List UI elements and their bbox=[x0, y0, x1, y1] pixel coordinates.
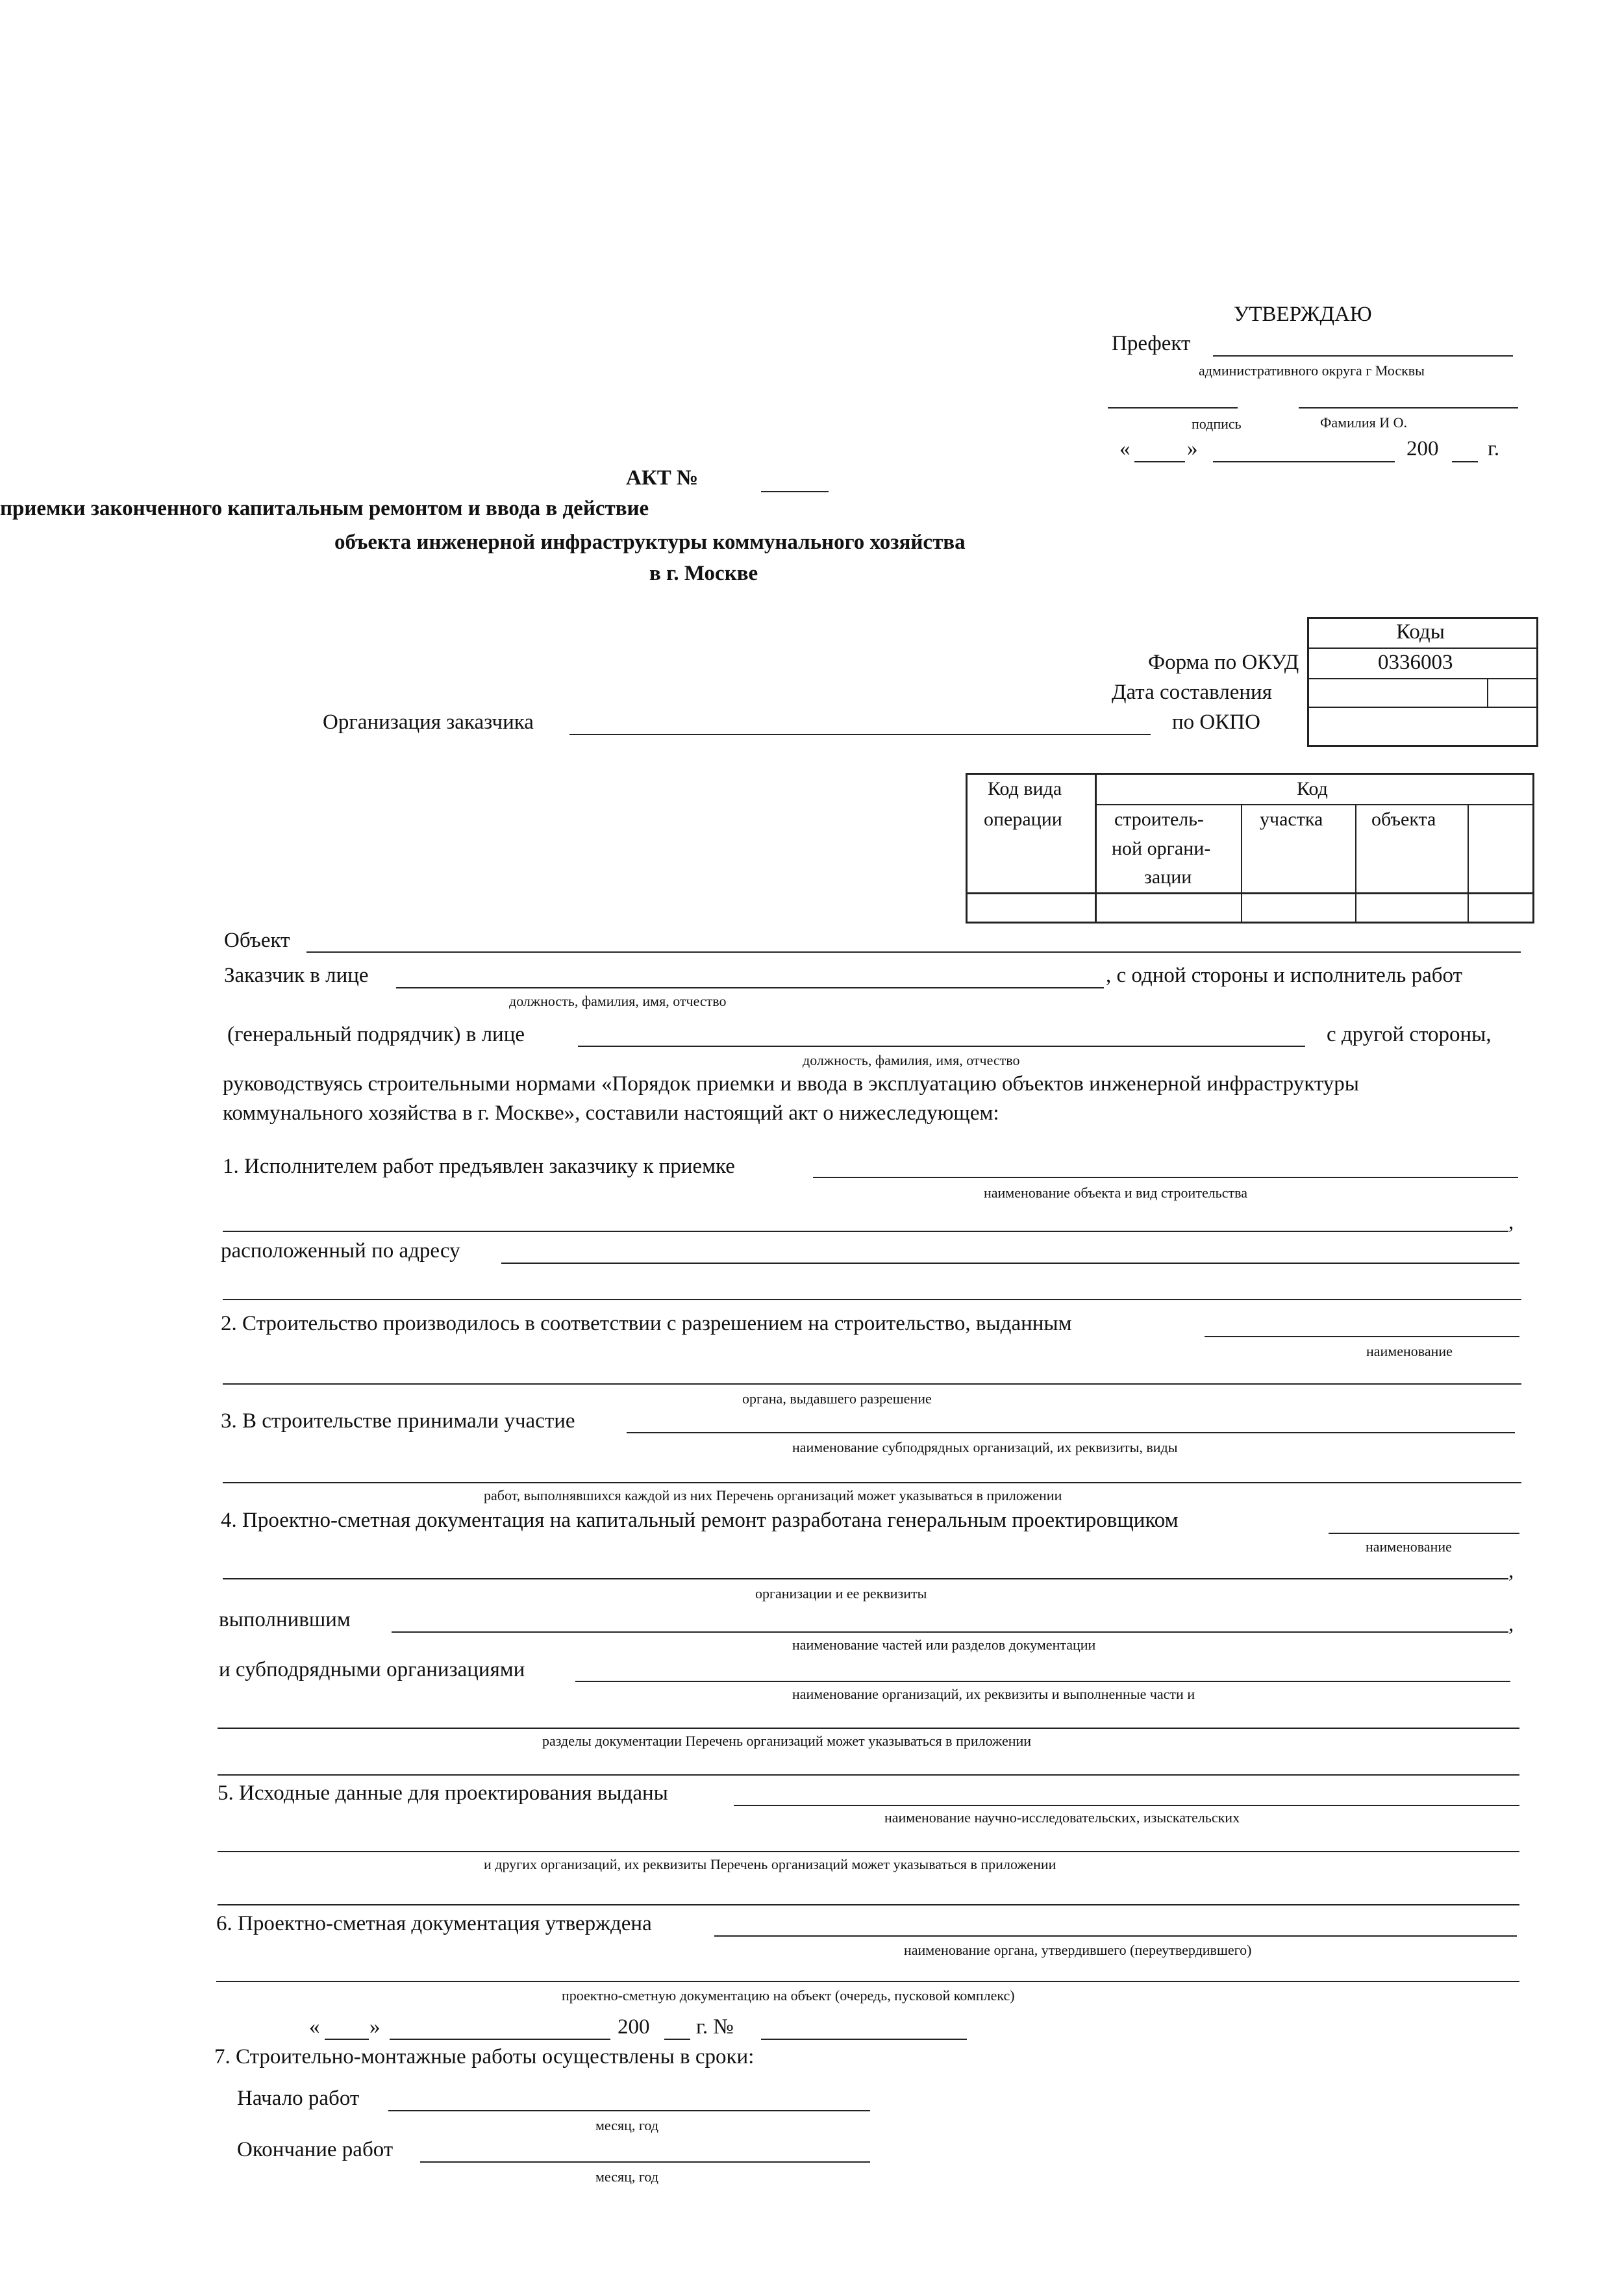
op-table-vline-4 bbox=[1468, 804, 1469, 924]
approval-year-suffix: г. bbox=[1488, 437, 1500, 460]
item1-label: 1. Исполнителем работ предъявлен заказчику к приемке bbox=[223, 1155, 735, 1178]
item4-done-label: выполнившим bbox=[219, 1608, 351, 1631]
approval-day-line[interactable] bbox=[1134, 461, 1185, 462]
item6-month-line[interactable] bbox=[390, 2039, 610, 2040]
item5-line-2[interactable] bbox=[218, 1851, 1519, 1852]
title-line4: в г. Москве bbox=[649, 562, 758, 585]
item3-caption2: работ, выполнявшихся каждой из них Перечень организаций может указываться в приложении bbox=[484, 1487, 1062, 1503]
item7-end-line[interactable] bbox=[420, 2161, 870, 2163]
op-col1-l2: операции bbox=[984, 809, 1062, 830]
op-table-hline-data bbox=[966, 892, 1534, 894]
customer-line[interactable] bbox=[396, 987, 1104, 988]
op-sub1-l1: строитель- bbox=[1114, 809, 1204, 830]
item1-address-line-2[interactable] bbox=[223, 1299, 1521, 1300]
item4-sub-label: и субподрядными организациями bbox=[219, 1658, 525, 1681]
item5-caption2: и других организаций, их реквизиты Перечень организаций может указываться в приложении bbox=[484, 1856, 1056, 1872]
date-label: Дата составления bbox=[1112, 681, 1272, 704]
item7-start-caption: месяц, год bbox=[595, 2117, 658, 2133]
item7-label: 7. Строительно-монтажные работы осуществлены в сроки: bbox=[214, 2045, 755, 2068]
item4-comma-2: , bbox=[1508, 1613, 1514, 1636]
op-table-vline-1 bbox=[1095, 773, 1097, 924]
item4-label: 4. Проектно-сметная документация на капитальный ремонт разработана генеральным проектировщиком bbox=[221, 1509, 1179, 1532]
contractor-caption: должность, фамилия, имя, отчество bbox=[803, 1052, 1020, 1068]
approval-title: УТВЕРЖДАЮ bbox=[1234, 303, 1372, 326]
item3-line[interactable] bbox=[627, 1432, 1515, 1433]
op-col1-l1: Код вида bbox=[988, 778, 1062, 799]
item2-caption2: органа, выдавшего разрешение bbox=[742, 1390, 932, 1407]
op-table-vline-2 bbox=[1241, 804, 1242, 924]
signature-caption: подпись bbox=[1192, 416, 1242, 432]
item4-line-2[interactable] bbox=[223, 1578, 1508, 1579]
item4-sub-line[interactable] bbox=[575, 1681, 1510, 1682]
okpo-label: по ОКПО bbox=[1172, 710, 1260, 734]
customer-org-line[interactable] bbox=[569, 734, 1151, 735]
item4-caption4: наименование организаций, их реквизиты и выполненные части и bbox=[792, 1686, 1195, 1702]
approval-date-close: » bbox=[1187, 437, 1198, 460]
item5-line-3[interactable] bbox=[218, 1904, 1519, 1905]
item3-line-2[interactable] bbox=[223, 1482, 1521, 1483]
title-line2: приемки законченного капитальным ремонтом и ввода в действие bbox=[0, 497, 649, 520]
item1-line[interactable] bbox=[813, 1177, 1518, 1178]
item5-label: 5. Исходные данные для проектирования выданы bbox=[218, 1781, 668, 1805]
item4-sub-line-3[interactable] bbox=[218, 1774, 1519, 1776]
codes-divider-3 bbox=[1307, 707, 1538, 708]
item3-label: 3. В строительстве принимали участие bbox=[221, 1409, 575, 1433]
customer-caption: должность, фамилия, имя, отчество bbox=[509, 993, 727, 1009]
item2-line-2[interactable] bbox=[223, 1383, 1521, 1385]
op-col-group: Код bbox=[1297, 778, 1328, 799]
item4-sub-line-2[interactable] bbox=[218, 1728, 1519, 1729]
item7-start-label: Начало работ bbox=[237, 2087, 360, 2110]
act-number-label: АКТ № bbox=[626, 466, 699, 490]
item1-address-line[interactable] bbox=[501, 1263, 1519, 1264]
item2-line[interactable] bbox=[1205, 1336, 1519, 1337]
item4-caption5: разделы документации Перечень организаций может указываться в приложении bbox=[542, 1733, 1032, 1749]
approval-month-line[interactable] bbox=[1213, 461, 1395, 462]
item6-caption1: наименование органа, утвердившего (переутвердившего) bbox=[904, 1942, 1252, 1958]
object-label: Объект bbox=[224, 929, 290, 952]
op-sub1-l2: ной органи- bbox=[1112, 838, 1211, 859]
customer-org-label: Организация заказчика bbox=[323, 710, 534, 734]
item6-number-label: г. № bbox=[696, 2015, 734, 2039]
item6-year-line[interactable] bbox=[664, 2039, 690, 2040]
item1-caption: наименование объекта и вид строительства bbox=[984, 1185, 1247, 1201]
codes-date-divider bbox=[1487, 678, 1488, 707]
item7-end-label: Окончание работ bbox=[237, 2138, 394, 2161]
name-line[interactable] bbox=[1299, 407, 1518, 409]
item1-comma: , bbox=[1508, 1211, 1514, 1234]
item3-caption1: наименование субподрядных организаций, их реквизиты, виды bbox=[792, 1439, 1178, 1455]
title-line3: объекта инженерной инфраструктуры коммунального хозяйства bbox=[334, 531, 966, 554]
item5-caption1: наименование научно-исследовательских, изыскательских bbox=[884, 1809, 1240, 1826]
codes-header: Коды bbox=[1396, 620, 1445, 644]
signature-line[interactable] bbox=[1108, 407, 1238, 409]
contractor-tail: с другой стороны, bbox=[1327, 1023, 1492, 1046]
item2-label: 2. Строительство производилось в соответствии с разрешением на строительство, выданным bbox=[221, 1312, 1072, 1335]
item6-line[interactable] bbox=[714, 1935, 1517, 1937]
customer-label: Заказчик в лице bbox=[224, 964, 369, 987]
op-sub1-l3: зации bbox=[1144, 866, 1192, 888]
item1-address-label: расположенный по адресу bbox=[221, 1239, 460, 1263]
op-sub2: участка bbox=[1260, 809, 1323, 830]
item4-caption3: наименование частей или разделов документации bbox=[792, 1637, 1096, 1653]
contractor-label: (генеральный подрядчик) в лице bbox=[227, 1023, 525, 1046]
item6-date-close: » bbox=[369, 2015, 381, 2039]
okud-value: 0336003 bbox=[1378, 651, 1453, 674]
item6-day-line[interactable] bbox=[325, 2039, 369, 2040]
item6-line-2[interactable] bbox=[216, 1981, 1519, 1982]
op-sub3: объекта bbox=[1371, 809, 1436, 830]
codes-divider-2 bbox=[1307, 678, 1538, 679]
prefect-line[interactable] bbox=[1213, 355, 1513, 357]
guiding-text-2: коммунального хозяйства в г. Москве», составили настоящий акт о нижеследующем: bbox=[223, 1101, 999, 1125]
contractor-line[interactable] bbox=[578, 1046, 1305, 1047]
item5-line[interactable] bbox=[734, 1805, 1519, 1806]
okud-label: Форма по ОКУД bbox=[1148, 651, 1299, 674]
prefect-label: Префект bbox=[1112, 332, 1191, 355]
item4-caption2: организации и ее реквизиты bbox=[755, 1585, 927, 1602]
item2-caption1: наименование bbox=[1366, 1343, 1453, 1359]
item6-date-open: « bbox=[309, 2015, 320, 2039]
item4-line[interactable] bbox=[1329, 1533, 1519, 1534]
item7-start-line[interactable] bbox=[388, 2110, 870, 2111]
op-table-vline-3 bbox=[1355, 804, 1356, 924]
item7-end-caption: месяц, год bbox=[595, 2169, 658, 2185]
approval-year-line[interactable] bbox=[1452, 461, 1478, 462]
act-number-line[interactable] bbox=[761, 491, 829, 492]
item4-caption1: наименование bbox=[1366, 1539, 1452, 1555]
codes-divider-1 bbox=[1307, 647, 1538, 649]
item1-line-2[interactable] bbox=[223, 1231, 1508, 1232]
name-caption: Фамилия И О. bbox=[1320, 414, 1407, 431]
approval-year: 200 bbox=[1406, 437, 1439, 460]
guiding-text-1: руководствуясь строительными нормами «Порядок приемки и ввода в эксплуатацию объектов инженерной инфраструктуры bbox=[223, 1072, 1359, 1096]
customer-tail: , с одной стороны и исполнитель работ bbox=[1106, 964, 1463, 987]
item6-label: 6. Проектно-сметная документация утверждена bbox=[216, 1912, 652, 1935]
object-line[interactable] bbox=[306, 951, 1521, 953]
item6-number-line[interactable] bbox=[761, 2039, 967, 2040]
item6-caption2: проектно-сметную документацию на объект (очередь, пусковой комплекс) bbox=[562, 1987, 1015, 2004]
item6-year: 200 bbox=[618, 2015, 650, 2039]
prefect-caption: административного округа г Москвы bbox=[1199, 362, 1425, 379]
approval-date-open: « bbox=[1119, 437, 1131, 460]
item4-comma-1: , bbox=[1508, 1559, 1514, 1583]
item4-done-line[interactable] bbox=[392, 1631, 1508, 1633]
